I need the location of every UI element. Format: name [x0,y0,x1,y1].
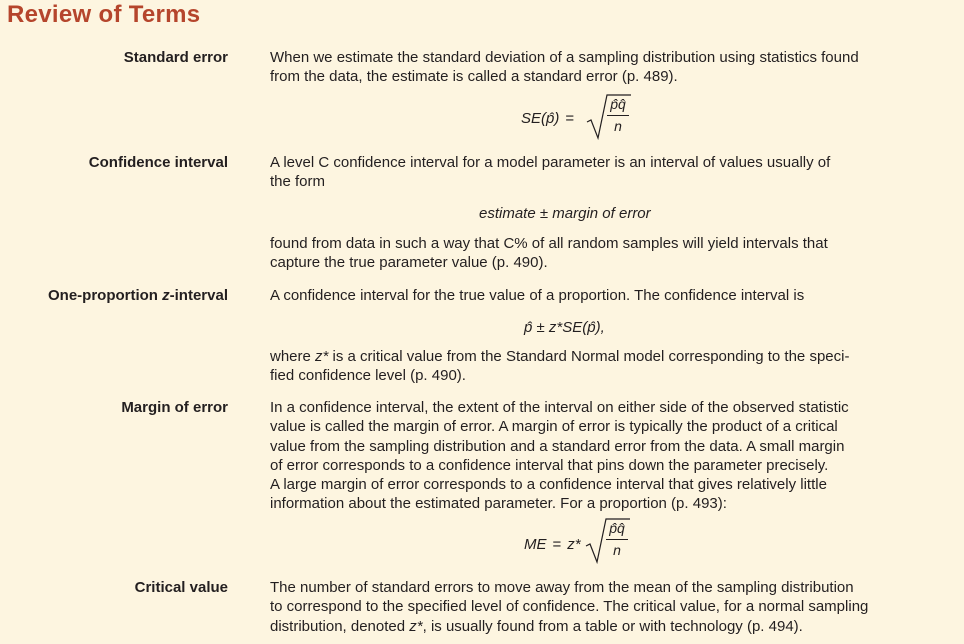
formula-equals: = [552,536,562,553]
formula-estimate: estimate [479,205,536,222]
definition-line: to correspond to the specified level of confidence. The critical value, for a normal sampling [270,598,869,616]
formula-me [524,535,581,554]
formula-z-interval [524,318,605,337]
formula-ci [479,204,651,223]
definition-line: value from the sampling distribution and a standard error from the data. A small margin [270,437,845,455]
definition-line: of error corresponds to a confidence interval that pins down the parameter precisely. [270,456,829,474]
section-heading: Review of Terms [7,1,201,28]
fraction-bar [607,115,629,116]
definition-line: The number of standard errors to move away from the mean of the sampling distribution [270,579,854,596]
definition-line: A large margin of error corresponds to a confidence interval that gives relatively little [270,476,827,494]
term-margin-of-error: Margin of error [121,399,228,416]
definition-line: from the data, the estimate is called a standard error (p. 489). [270,68,678,86]
definition-line [270,347,920,366]
definition-confidence-interval-cont [270,234,920,273]
term-part: One-proportion [47,287,158,304]
term-z: z [162,287,170,304]
formula-margin: margin of error [552,205,651,222]
definition-line [270,617,920,636]
term-critical-value: Critical value [134,579,228,596]
denominator: n [613,542,621,558]
formula-zstar: z* [567,536,581,553]
definition-line: In a confidence interval, the extent of the interval on either side of the observed statistic [270,399,849,416]
formula-lhs: SE(p̂) [521,110,560,127]
definition-line: A level C confidence interval for a model parameter is an interval of values usually of [270,154,831,171]
definition-line: information about the estimated parameter. For a proportion (p. 493): [270,495,727,513]
denominator: n [614,118,622,134]
definition-line: the form [270,173,326,191]
definition-line: value is called the margin of error. A margin of error is typically the product of a critical [270,418,838,436]
definition-line: found from data in such a way that C% of all random samples will yield intervals that [270,235,828,252]
text-part: , is usually found from a table or with technology (p. 494). [422,617,803,635]
definition-line: fied confidence level (p. 490). [270,367,466,385]
definition-line: capture the true parameter value (p. 490). [270,254,548,272]
term-one-proportion-z-interval [0,286,228,305]
formula-se: SE(p̂), [562,319,605,336]
definition-one-proportion [270,286,920,305]
text-zstar: z* [409,617,423,635]
numerator: p̂q̂ [610,96,626,112]
term-part: -interval [169,287,228,304]
formula-equals: = [565,110,575,127]
plus-minus: ± [539,205,549,222]
term-standard-error: Standard error [123,49,228,66]
text-part: is a critical value from the Standard Normal model corresponding to the speci- [332,348,850,365]
text-part: where [270,348,311,365]
definition-line: A confidence interval for the true value of a proportion. The confidence interval is [270,287,805,304]
text-part: distribution, denoted [270,617,406,635]
term-confidence-interval: Confidence interval [88,154,228,171]
definition-line: When we estimate the standard deviation of a sampling distribution using statistics found [270,49,859,66]
numerator: p̂q̂ [609,520,625,536]
fraction-bar [606,539,628,540]
definition-critical-value [270,578,920,636]
definition-confidence-interval [270,153,920,192]
formula-lhs: ME [524,536,547,553]
definition-margin-of-error [270,398,920,514]
sqrt-fraction-se [587,94,633,140]
formula-phat: p̂ [524,319,533,336]
definition-standard-error [270,48,920,87]
sqrt-fraction-me [586,518,632,564]
text-zstar: z* [315,348,329,365]
plus-minus: ± [536,319,545,336]
definition-one-proportion-cont [270,347,920,386]
formula-zstar: z* [548,319,563,336]
formula-se [521,109,580,128]
